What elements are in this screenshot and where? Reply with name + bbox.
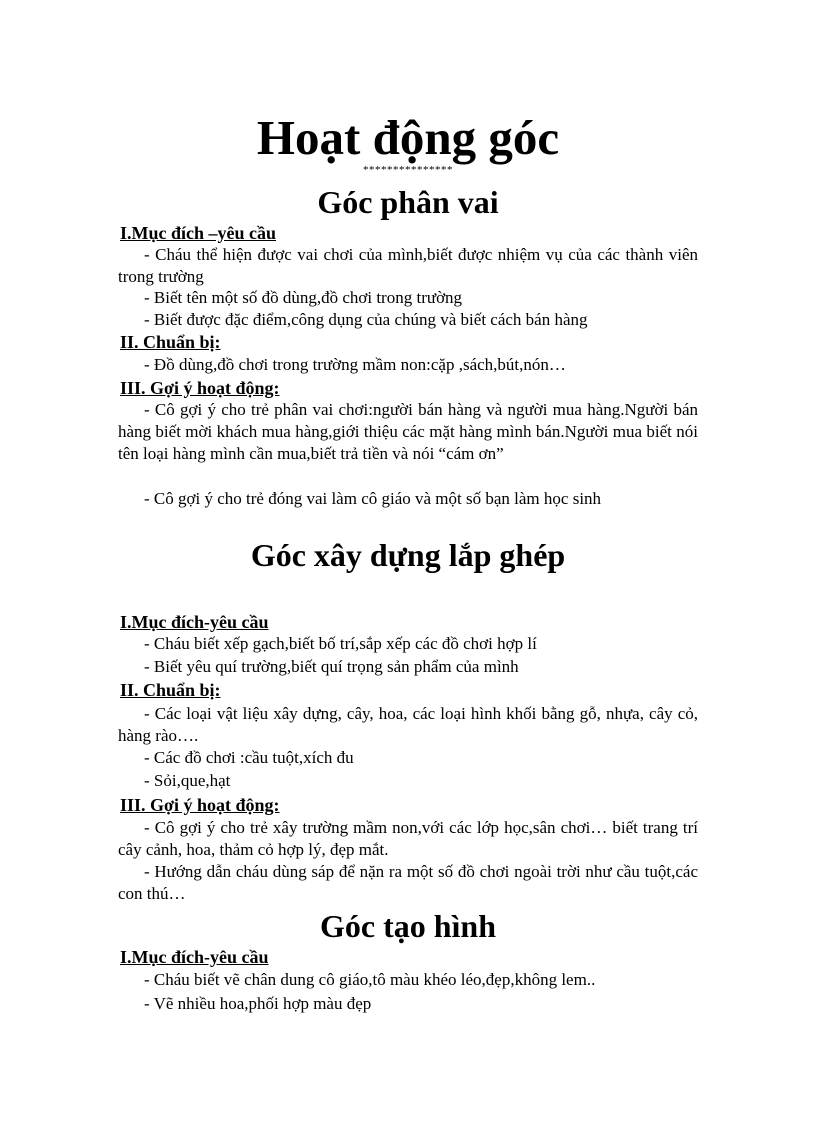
section-3-objective-1: - Cháu biết vẽ chân dung cô giáo,tô màu khéo léo,đẹp,không lem.. xyxy=(144,970,596,989)
section-1-heading-activities: III. Gợi ý hoạt động: xyxy=(120,378,280,398)
section-1-activity-2: - Cô gợi ý cho trẻ đóng vai làm cô giáo và một số bạn làm học sinh xyxy=(144,489,602,508)
section-title-goc-xay-dung: Góc xây dựng lắp ghép xyxy=(250,537,566,573)
section-1-preparation-1: - Đồ dùng,đồ chơi trong trường mầm non:cặp ,sách,bút,nón… xyxy=(144,355,566,374)
section-1-activity-1: - Cô gợi ý cho trẻ phân vai chơi:người bán hàng và người mua hàng.Người bán hàng biết mời khách mua hàng,giới thiệu các mặt hàng mình bán.Người mua biết nói tên loại hàng mình cần mua,biết trả tiền và nói “cám ơn” xyxy=(118,400,698,463)
section-2-objective-2: - Biết yêu quí trường,biết quí trọng sản phẩm của mình xyxy=(144,657,519,676)
document-title: Hoạt động góc xyxy=(256,110,560,165)
section-2-objective-1: - Cháu biết xếp gạch,biết bố trí,sắp xếp các đồ chơi hợp lí xyxy=(144,634,537,653)
section-title-goc-phan-vai: Góc phân vai xyxy=(317,184,499,220)
section-1-heading-preparation: II. Chuẩn bị: xyxy=(120,332,221,352)
section-2-activity-2: - Hướng dẫn cháu dùng sáp để nặn ra một số đồ chơi ngoài trời như cầu tuột,các con thú… xyxy=(118,862,698,903)
section-1-heading-objectives: I.Mục đích –yêu cầu xyxy=(120,223,277,243)
section-3-objective-2: - Vẽ nhiều hoa,phối hợp màu đẹp xyxy=(144,994,372,1013)
section-1-objective-3: - Biết được đặc điểm,công dụng của chúng và biết cách bán hàng xyxy=(144,310,588,329)
section-title-goc-tao-hinh: Góc tạo hình xyxy=(319,908,497,944)
section-2-preparation-2: - Các đồ chơi :cầu tuột,xích đu xyxy=(144,748,354,767)
section-3-heading-objectives: I.Mục đích-yêu cầu xyxy=(120,947,269,967)
section-1-objective-1: - Cháu thể hiện được vai chơi của mình,biết được nhiệm vụ của các thành viên trong trường xyxy=(118,245,698,286)
section-2-heading-activities: III. Gợi ý hoạt động: xyxy=(120,795,280,815)
section-2-activity-1: - Cô gợi ý cho trẻ xây trường mầm non,với các lớp học,sân chơi… biết trang trí cây cảnh, hoa, thảm cỏ hợp lý, đẹp mắt. xyxy=(118,818,698,859)
section-2-preparation-3: - Sỏi,que,hạt xyxy=(144,771,231,790)
section-2-preparation-1: - Các loại vật liệu xây dựng, cây, hoa, các loại hình khối bằng gỗ, nhựa, cây cỏ, hàng rào…. xyxy=(118,704,698,745)
title-divider-stars: *************** xyxy=(363,164,453,176)
section-2-heading-preparation: II. Chuẩn bị: xyxy=(120,680,221,700)
section-1-objective-2: - Biết tên một số đồ dùng,đồ chơi trong trường xyxy=(144,288,463,307)
section-2-heading-objectives: I.Mục đích-yêu cầu xyxy=(120,612,269,632)
